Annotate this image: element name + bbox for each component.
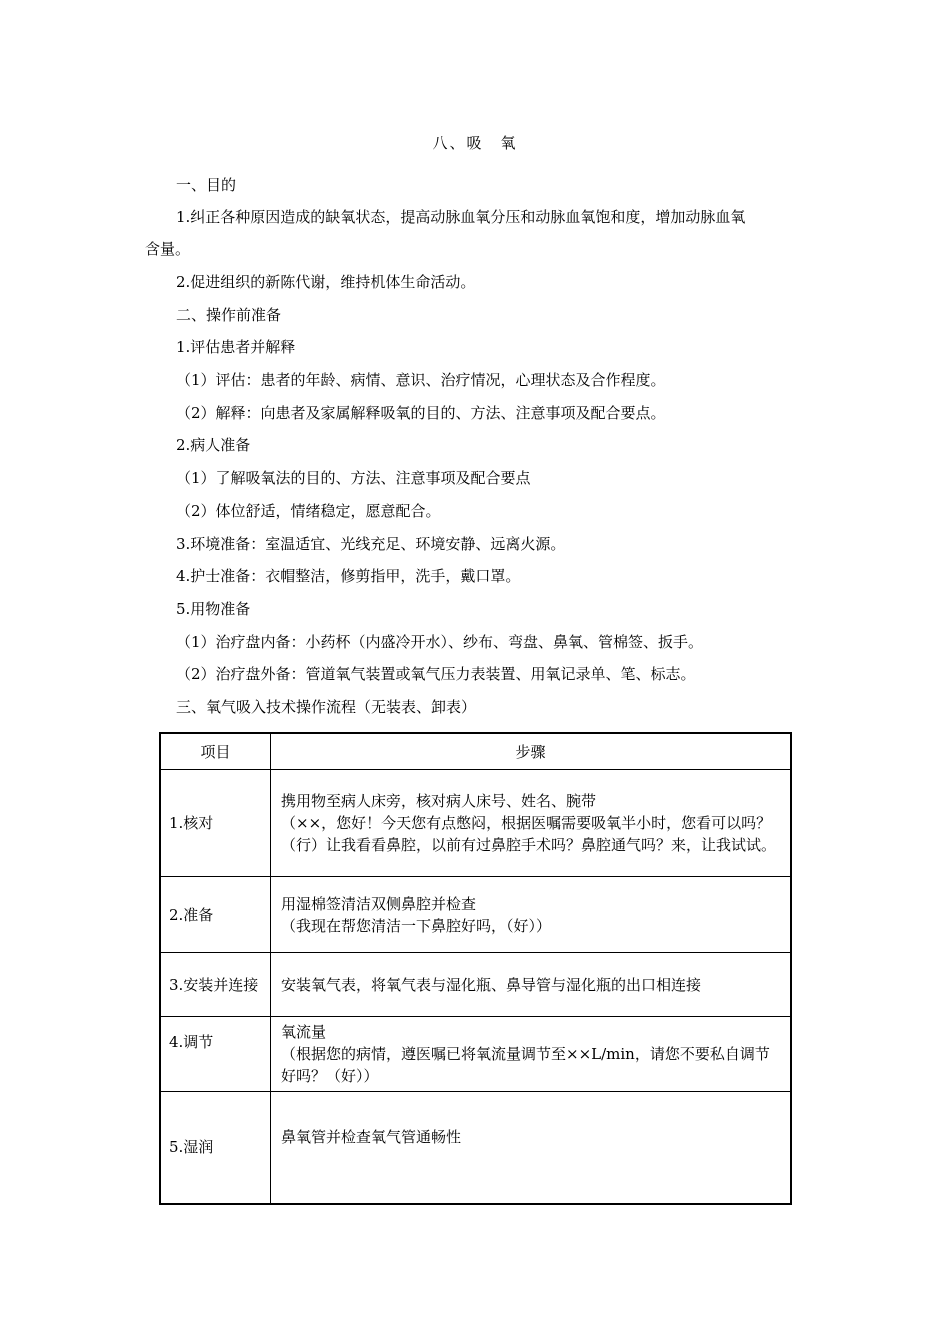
- table-header-row: [160, 733, 791, 770]
- row-item: 4.调节: [160, 1017, 271, 1092]
- prep-heading: 二、操作前准备: [176, 306, 282, 324]
- prep-item-1-1: （1）评估：患者的年龄、病情、意识、治疗情况，心理状态及合作程度。: [176, 371, 666, 389]
- step-main: 用湿棉签清洁双侧鼻腔并检查: [281, 894, 477, 913]
- procedure-table: [159, 732, 792, 1205]
- table-row: [160, 953, 791, 1017]
- page-title: 八、吸 氧: [432, 134, 518, 152]
- row-item: 2.准备: [160, 877, 271, 953]
- flow-heading: 三、氧气吸入技术操作流程（无装表、卸表）: [176, 698, 477, 716]
- row-steps: [271, 770, 792, 877]
- prep-item-1: 1.评估患者并解释: [176, 338, 296, 356]
- step-note: （××，您好！今天您有点憋闷，根据医嘱需要吸氧半小时，您看可以吗？（行）让我看看鼻腔，以前有过鼻腔手术吗？鼻腔通气吗？来，让我试试。: [281, 814, 777, 854]
- row-item: 5.湿润: [160, 1092, 271, 1204]
- prep-item-4: 4.护士准备：衣帽整洁，修剪指甲，洗手，戴口罩。: [176, 567, 521, 585]
- step-main: 氧流量: [281, 1023, 327, 1041]
- prep-item-5-2: （2）治疗盘外备：管道氧气装置或氧气压力表装置、用氧记录单、笔、标志。: [176, 665, 696, 683]
- step-note: （我现在帮您清洁一下鼻腔好吗，（好））: [281, 916, 552, 935]
- purpose-item-2: 2.促进组织的新陈代谢，维持机体生命活动。: [176, 273, 476, 291]
- table-row: [160, 877, 791, 953]
- prep-item-5-1: （1）治疗盘内备：小药杯（内盛冷开水）、纱布、弯盘、鼻氧、管棉签、扳手。: [176, 633, 704, 651]
- table-row: [160, 770, 791, 877]
- prep-item-5: 5.用物准备: [176, 600, 251, 618]
- table-row: [160, 1092, 791, 1204]
- header-item: 项目: [160, 733, 271, 770]
- step-main: 安装氧气表，将氧气表与湿化瓶、鼻导管与湿化瓶的出口相连接: [281, 975, 702, 994]
- prep-item-2-1: （1）了解吸氧法的目的、方法、注意事项及配合要点: [176, 469, 531, 487]
- row-steps: [271, 1092, 792, 1204]
- row-steps: [271, 877, 792, 953]
- step-main: 鼻氧管并检查氧气管通畅性: [281, 1128, 462, 1146]
- step-main: 携用物至病人床旁，核对病人床号、姓名、腕带: [281, 792, 597, 810]
- prep-item-2-2: （2）体位舒适，情绪稳定，愿意配合。: [176, 502, 441, 520]
- prep-item-2: 2.病人准备: [176, 436, 251, 454]
- row-item: 3.安装并连接: [160, 953, 271, 1017]
- step-note: （根据您的病情，遵医嘱已将氧流量调节至××L/min，请您不要私自调节好吗？（好））: [281, 1045, 770, 1085]
- prep-item-3: 3.环境准备：室温适宜、光线充足、环境安静、远离火源。: [176, 535, 566, 553]
- purpose-heading: 一、目的: [176, 176, 237, 194]
- header-steps: 步骤: [271, 733, 792, 770]
- purpose-item-1: 1.纠正各种原因造成的缺氧状态，提高动脉血氧分压和动脉血氧饱和度，增加动脉血氧: [176, 208, 746, 226]
- table-row: [160, 1017, 791, 1092]
- row-item: 1.核对: [160, 770, 271, 877]
- purpose-item-1-cont: 含量。: [145, 240, 191, 258]
- row-steps: [271, 953, 792, 1017]
- row-steps: [271, 1017, 792, 1092]
- prep-item-1-2: （2）解释：向患者及家属解释吸氧的目的、方法、注意事项及配合要点。: [176, 404, 666, 422]
